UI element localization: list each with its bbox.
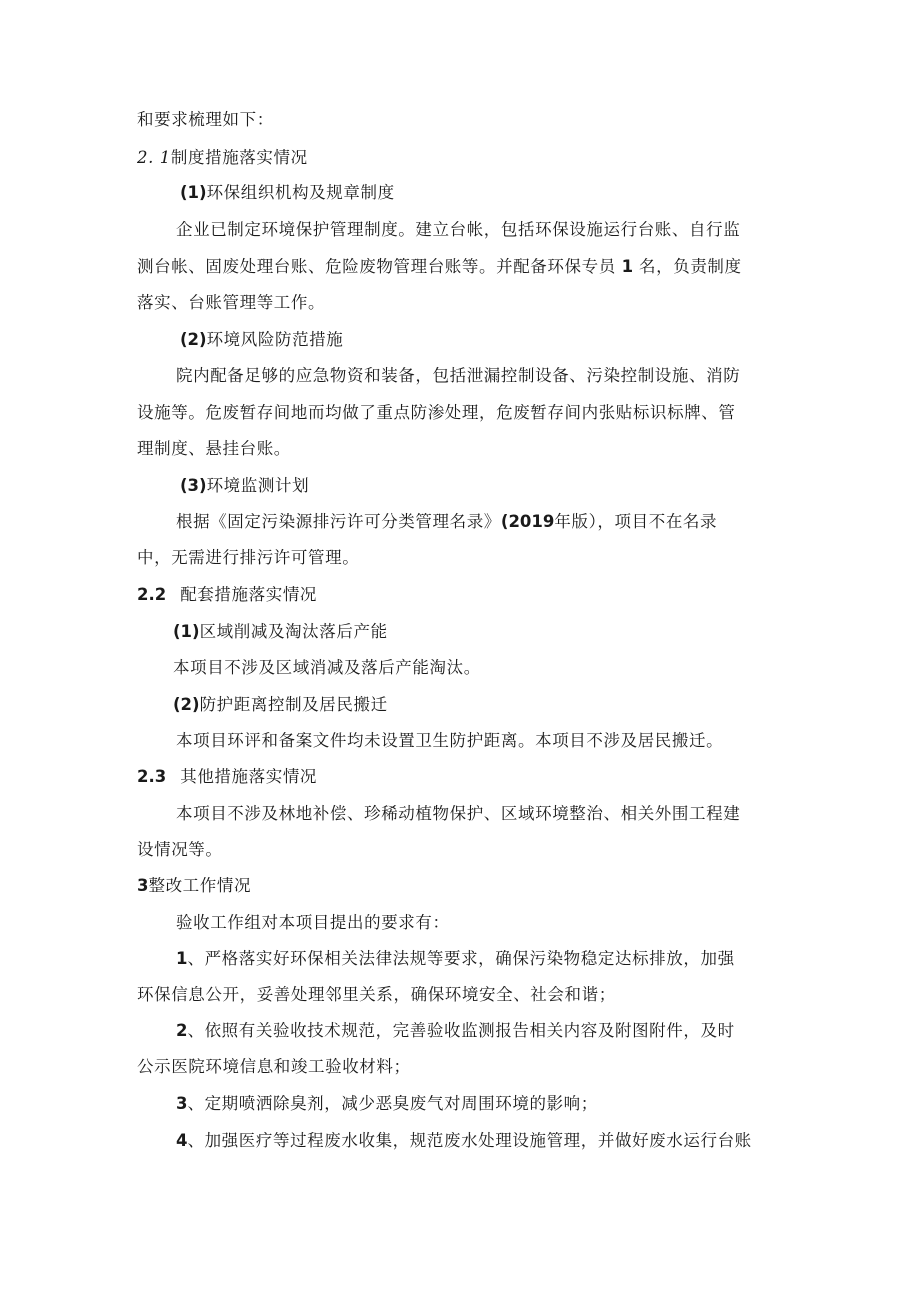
paragraph-line xyxy=(137,293,325,313)
paragraph-text: 院内配备足够的应急物资和装备，包括泄漏控制设备、污染控制设施、消防 xyxy=(176,366,741,385)
subsection-heading xyxy=(180,476,309,496)
paragraph-text: 设情况等。 xyxy=(137,840,223,859)
paragraph-text: 公示医院环境信息和竣工验收材料； xyxy=(137,1057,411,1076)
list-number: 4 xyxy=(176,1131,188,1150)
section-title: 制度措施落实情况 xyxy=(170,148,308,167)
list-item xyxy=(176,1021,735,1041)
paragraph-text: 理制度、悬挂台账。 xyxy=(137,439,291,458)
section-heading xyxy=(137,767,317,787)
paragraph-line xyxy=(176,366,740,386)
section-heading xyxy=(137,876,251,896)
list-text: 、严格落实好环保相关法律法规等要求，确保污染物稳定达标排放，加强 xyxy=(187,949,735,968)
paragraph-text: 验收工作组对本项目提出的要求有： xyxy=(176,913,450,932)
paragraph-line xyxy=(173,658,481,678)
list-item xyxy=(176,1094,598,1114)
subsection-number: (1) xyxy=(180,183,207,202)
list-text: 、定期喷洒除臭剂，减少恶臭废气对周围环境的影响； xyxy=(187,1094,598,1113)
paragraph-text: 本项目环评和备案文件均未设置卫生防护距离。本项目不涉及居民搬迁。 xyxy=(176,731,724,750)
section-number: 3 xyxy=(137,876,149,895)
section-heading xyxy=(137,585,317,605)
paragraph-line xyxy=(137,840,223,860)
subsection-number: (1) xyxy=(173,622,200,641)
paragraph-text: 根据《固定污染源排污许可分类管理名录》 xyxy=(176,512,501,531)
paragraph-text: 名，负责制度 xyxy=(639,257,742,276)
subsection-number: (3) xyxy=(180,476,207,495)
paragraph-line xyxy=(137,1057,411,1077)
paragraph-text: 年版），项目不在名录 xyxy=(554,512,718,531)
list-text: 、加强医疗等过程废水收集，规范废水处理设施管理，并做好废水运行台账 xyxy=(187,1131,752,1150)
paragraph-text: 设施等。危废暂存间地而均做了重点防渗处理，危废暂存间内张贴标识标牌、管 xyxy=(137,403,736,422)
paragraph-line xyxy=(137,257,742,277)
list-item xyxy=(176,1131,752,1151)
subsection-heading xyxy=(173,695,388,715)
inline-number: 1 xyxy=(621,257,634,276)
paragraph-text: 和要求梳理如下： xyxy=(137,110,274,129)
subsection-heading xyxy=(180,330,343,350)
section-heading xyxy=(137,148,308,168)
subsection-title: 区域削减及淘汰落后产能 xyxy=(199,622,388,641)
subsection-title: 防护距离控制及居民搬迁 xyxy=(199,695,388,714)
paragraph-line xyxy=(137,548,359,568)
subsection-title: 环境监测计划 xyxy=(206,476,310,495)
paragraph-line xyxy=(176,913,450,933)
paragraph-line xyxy=(176,512,717,532)
subsection-title: 环境风险防范措施 xyxy=(206,330,344,349)
text-line xyxy=(137,110,274,130)
paragraph-line xyxy=(137,403,736,423)
paragraph-text: 中，无需进行排污许可管理。 xyxy=(137,548,360,567)
paragraph-line xyxy=(176,220,740,240)
subsection-heading xyxy=(180,183,395,203)
paragraph-text: 本项目不涉及区域消减及落后产能淘汰。 xyxy=(173,658,481,677)
list-item xyxy=(176,949,735,969)
paragraph-line xyxy=(137,439,291,459)
section-title: 配套措施落实情况 xyxy=(180,585,318,604)
list-number: 1 xyxy=(176,949,188,968)
section-title: 其他措施落实情况 xyxy=(180,767,318,786)
paragraph-text: 落实、台账管理等工作。 xyxy=(137,293,326,312)
subsection-title: 环保组织机构及规章制度 xyxy=(206,183,395,202)
subsection-number: (2) xyxy=(173,695,200,714)
section-title: 整改工作情况 xyxy=(148,876,252,895)
subsection-number: (2) xyxy=(180,330,207,349)
paragraph-text: 测台帐、固废处理台账、危险废物管理台账等。并配备环保专员 xyxy=(137,257,616,276)
section-number: 2.3 xyxy=(137,767,167,786)
list-number: 3 xyxy=(176,1094,188,1113)
section-number: 2. 1 xyxy=(137,148,171,167)
paragraph-line xyxy=(137,985,616,1005)
inline-number: (2019 xyxy=(500,512,555,531)
list-text: 、依照有关验收技术规范，完善验收监测报告相关内容及附图附件，及时 xyxy=(187,1021,735,1040)
paragraph-text: 本项目不涉及林地补偿、珍稀动植物保护、区域环境整治、相关外围工程建 xyxy=(176,804,741,823)
list-number: 2 xyxy=(176,1021,188,1040)
subsection-heading xyxy=(173,622,388,642)
paragraph-text: 环保信息公开，妥善处理邻里关系，确保环境安全、社会和谐； xyxy=(137,985,616,1004)
section-number: 2.2 xyxy=(137,585,167,604)
paragraph-line xyxy=(176,804,740,824)
paragraph-text: 企业已制定环境保护管理制度。建立台帐，包括环保设施运行台账、自行监 xyxy=(176,220,741,239)
paragraph-line xyxy=(176,731,723,751)
